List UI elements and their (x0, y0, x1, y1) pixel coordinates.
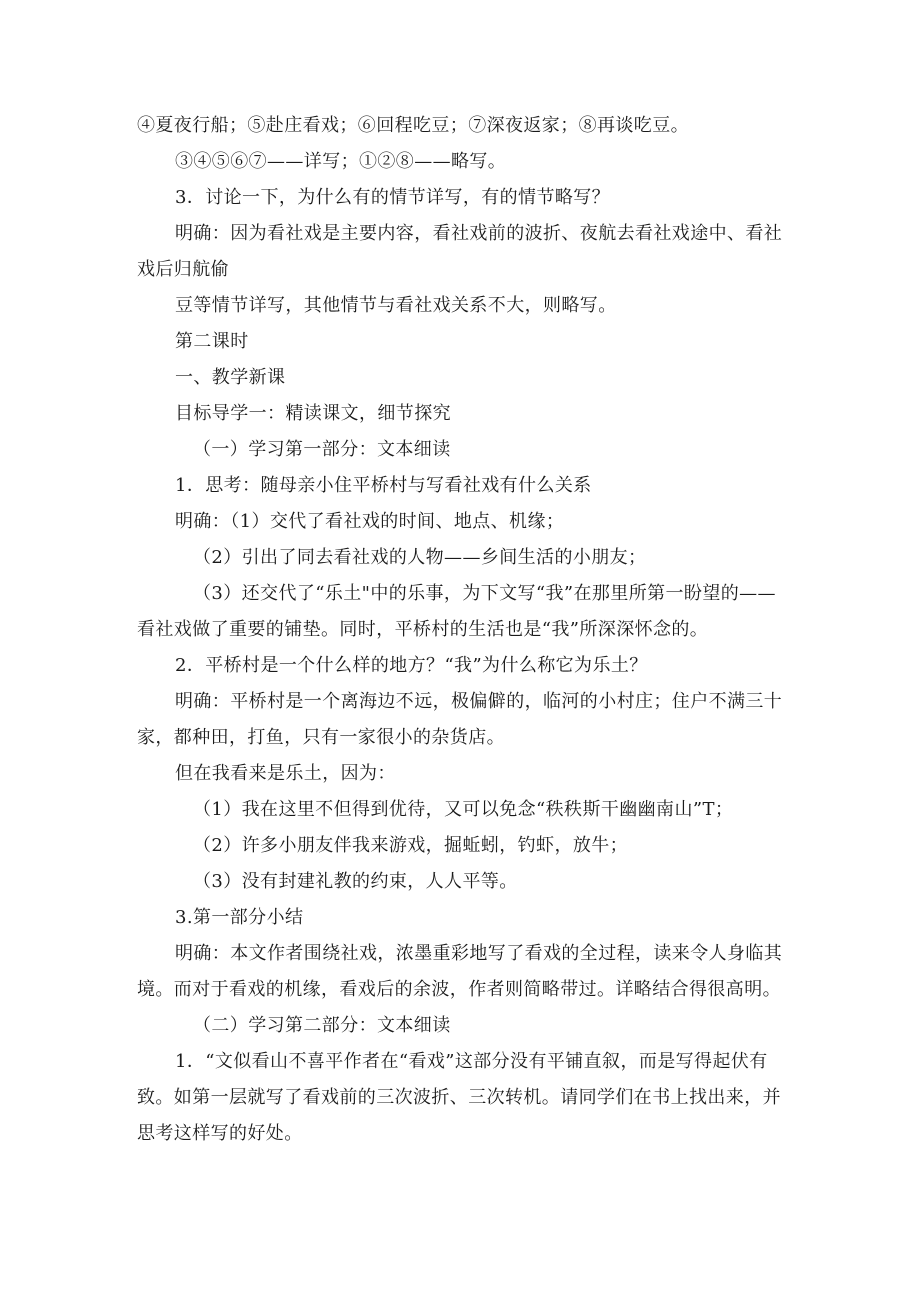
paragraph-answer-1-3: （3）还交代了“乐土"中的乐事，为下文写“我”在那里所第一盼望的——看社戏做了重要的铺垫。同时，平桥村的生活也是“我”所深深怀念的。 (137, 583, 776, 640)
paragraph-reason-2: （2）许多小朋友伴我来游戏，掘蚯蚓，钓虾，放牛； (193, 835, 629, 856)
paragraph-question-part2-1: 1．“文似看山不喜平作者在“看戏”这部分没有平铺直叙，而是写得起伏有致。如第一层就写了看戏前的三次波折、三次转机。请同学们在书上找出来，并思考这样写的好处。 (137, 1051, 781, 1144)
paragraph-question-2: 2．平桥村是一个什么样的地方？“我”为什么称它为乐土？ (175, 655, 648, 676)
paragraph-answer-3b: 豆等情节详写，其他情节与看社戏关系不大，则略写。 (175, 295, 617, 316)
paragraph-think-1: 1．思考：随母亲小住平桥村与写看社戏有什么关系 (175, 475, 592, 496)
heading-part-2: （二）学习第二部分：文本细读 (193, 1015, 451, 1036)
heading-new-lesson: 一、教学新课 (175, 367, 286, 388)
paragraph-reason-3: （3）没有封建礼教的约束，人人平等。 (193, 871, 518, 892)
document-body (137, 108, 789, 1152)
paragraph-reason-intro: 但在我看来是乐土，因为： (175, 763, 396, 784)
paragraph-plot-list: ④夏夜行船；⑤赴庄看戏；⑥回程吃豆；⑦深夜返家；⑧再谈吃豆。 (137, 115, 689, 136)
paragraph-reason-1: （1）我在这里不但得到优待，又可以免念“秩秩斯干幽幽南山”T； (193, 799, 734, 820)
paragraph-answer-2: 明确：平桥村是一个离海边不远，极偏僻的，临河的小村庄；住户不满三十家，都种田，打鱼，只有一家很小的杂货店。 (137, 691, 783, 748)
paragraph-answer-3a: 明确：因为看社戏是主要内容，看社戏前的波折、夜航去看社戏途中、看社戏后归航偷 (137, 223, 783, 280)
heading-summary-1: 3.第一部分小结 (175, 907, 304, 928)
heading-goal-1: 目标导学一：精读课文，细节探究 (175, 403, 451, 424)
paragraph-detail-brief: ③④⑤⑥⑦——详写；①②⑧——略写。 (175, 151, 507, 172)
paragraph-question-3: 3．讨论一下，为什么有的情节详写，有的情节略写？ (175, 187, 611, 208)
paragraph-answer-1: 明确：（1）交代了看社戏的时间、地点、机缘； (175, 511, 565, 532)
heading-part-1: （一）学习第一部分：文本细读 (193, 439, 451, 460)
paragraph-summary-answer: 明确：本文作者围绕社戏，浓墨重彩地写了看戏的全过程，读来令人身临其境。而对于看戏的机缘，看戏后的余波，作者则简略带过。详略结合得很高明。 (137, 943, 783, 1000)
heading-second-lesson: 第二课时 (175, 331, 249, 352)
paragraph-answer-1-2: （2）引出了同去看社戏的人物——乡间生活的小朋友； (193, 547, 647, 568)
